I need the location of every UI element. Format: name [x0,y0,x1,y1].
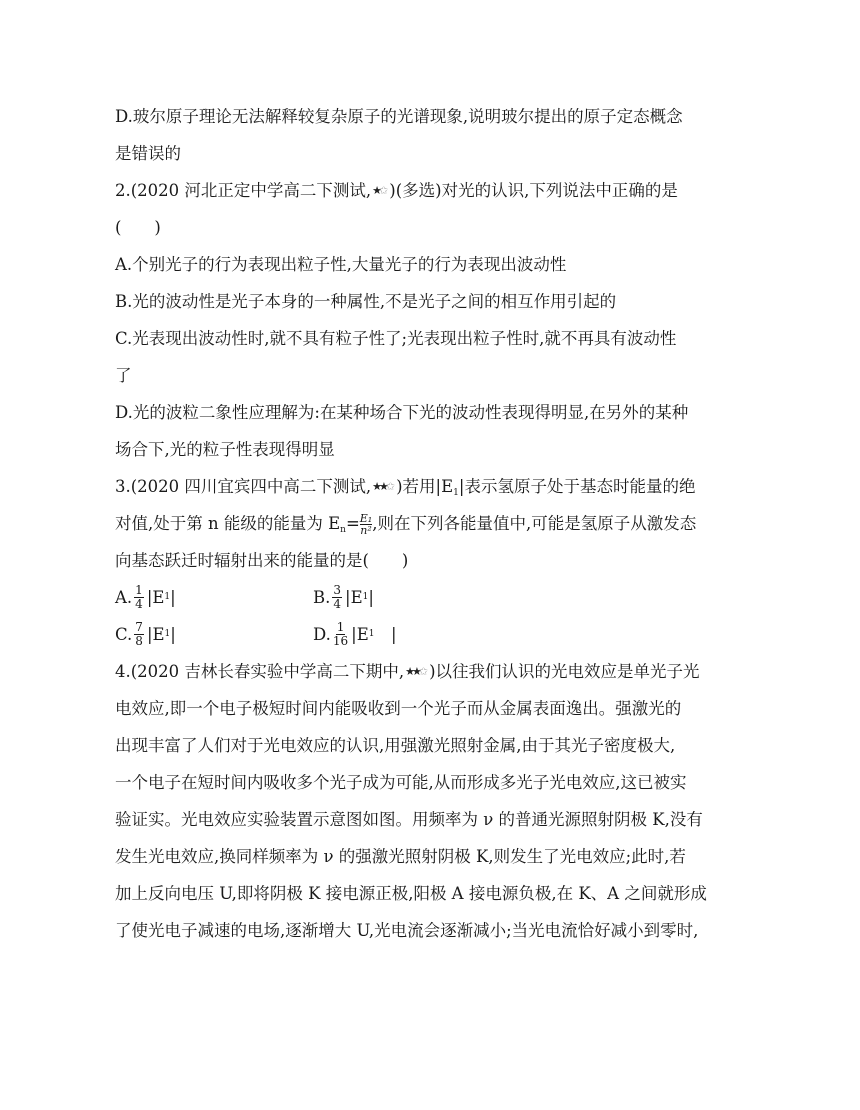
option-energy-subscript: 1 [362,592,369,602]
q3-option-c [115,616,313,653]
document-page [115,98,755,949]
q3-line2-text-end: ,则在下列各能量值中,可能是氢原子从激发态 [372,514,697,533]
fraction-numerator: 1 [135,583,143,597]
q3-stem-line3: 向基态跃迁时辐射出来的能量的是( ) [115,551,409,570]
fraction-denominator: 16 [332,634,349,648]
q2-option-d-line2: 场合下,光的粒子性表现得明显 [115,440,335,459]
q2-answer-paren: ( ) [115,218,161,237]
difficulty-stars-icon: ★★✩ [372,480,393,493]
option-energy-subscript: 1 [368,629,375,639]
q3-line2-subscript: n [340,525,346,535]
q2-option-a: A.个别光子的行为表现出粒子性,大量光子的行为表现出波动性 [115,255,567,274]
q4-body-line: 电效应,即一个电子极短时间内能吸收到一个光子而从金属表面逸出。强激光的 [115,699,682,718]
q2-option-b: B.光的波动性是光子本身的一种属性,不是光子之间的相互作用引起的 [115,292,617,311]
energy-formula-denominator: n² [360,524,372,537]
option-energy-end: | [374,625,397,644]
q4-body-line: 加上反向电压 U,即将阴极 K 接电源正极,阳极 A 接电源负极,在 K、A 之间就形成 [115,884,707,903]
q4-body-line: 发生光电效应,换同样频率为 ν 的强激光照射阴极 K,则发生了光电效应;此时,若 [115,847,686,866]
q3-stem-source: 3.(2020 四川宜宾四中高二下测试, [115,477,372,496]
q1-option-d-line1: D.玻尔原子理论无法解释较复杂原子的光谱现象,说明玻尔提出的原子定态概念 [115,107,683,126]
option-energy-end: | [170,588,176,607]
q4-body-line: 一个电子在短时间内吸收多个光子成为可能,从而形成多光子光电效应,这已被实 [115,773,687,792]
option-energy: |E [146,625,165,644]
q4-stem [115,653,755,690]
fraction-numerator: 1 [336,620,345,634]
option-letter: B. [313,588,331,607]
q3-options-row2 [115,616,755,653]
energy-formula-fraction [360,513,372,536]
fraction-denominator: 4 [135,597,143,611]
option-energy-end: | [170,625,176,644]
q3-line2-eq: = [345,514,360,533]
q1-option-d-line2: 是错误的 [115,144,181,163]
q2-option-c-line2: 了 [115,366,132,385]
option-letter: C. [115,625,133,644]
option-energy-end: | [368,588,374,607]
q4-stem-text: )以往我们认识的光电效应是单光子光 [429,662,700,681]
q2-stem-text: )(多选)对光的认识,下列说法中正确的是 [389,181,678,200]
q3-stem-line2 [115,505,755,542]
option-fraction [333,621,348,648]
option-energy: |E [146,588,165,607]
q4-body-line: 验证实。光电效应实验装置示意图如图。用频率为 ν 的普通光源照射阴极 K,没有 [115,810,703,829]
q4-stem-source: 4.(2020 吉林长春实验中学高二下期中, [115,662,405,681]
option-fraction [134,621,144,648]
option-energy: |E [351,625,369,644]
q3-option-a [115,579,313,616]
fraction-denominator: 8 [135,634,143,648]
fraction-numerator: 7 [135,620,143,634]
q3-option-b [313,579,511,616]
option-energy-subscript: 1 [164,629,171,639]
option-fraction [332,584,342,611]
energy-formula-numerator: E₁ [359,512,373,525]
q2-stem [115,172,755,209]
option-fraction [134,584,144,611]
difficulty-stars-icon: ★✩ [372,184,386,197]
q2-option-d-line1: D.光的波粒二象性应理解为:在某种场合下光的波动性表现得明显,在另外的某种 [115,403,689,422]
option-energy: |E [345,588,363,607]
q3-stem-subscript: 1 [453,488,459,498]
difficulty-stars-icon: ★★✩ [405,665,426,678]
q2-stem-source: 2.(2020 河北正定中学高二下测试, [115,181,372,200]
option-energy-subscript: 1 [164,592,171,602]
fraction-denominator: 4 [333,597,342,611]
q3-options-row1 [115,579,755,616]
q4-body-line: 出现丰富了人们对于光电效应的认识,用强激光照射金属,由于其光子密度极大, [115,736,676,755]
fraction-numerator: 3 [333,583,342,597]
q3-line2-text: 对值,处于第 n 能级的能量为 E [115,514,341,533]
q4-body-line: 了使光电子减速的电场,逐渐增大 U,光电流会逐渐减小;当光电流恰好减小到零时, [115,921,699,940]
q3-stem-text: )若用|E [396,477,454,496]
q2-option-c-line1: C.光表现出波动性时,就不具有粒子性了;光表现出粒子性时,就不再具有波动性 [115,329,677,348]
q3-option-d [313,616,511,653]
option-letter: D. [313,625,331,644]
q3-stem [115,468,755,505]
option-letter: A. [115,588,133,607]
q3-stem-text-end: |表示氢原子处于基态时能量的绝 [458,477,696,496]
